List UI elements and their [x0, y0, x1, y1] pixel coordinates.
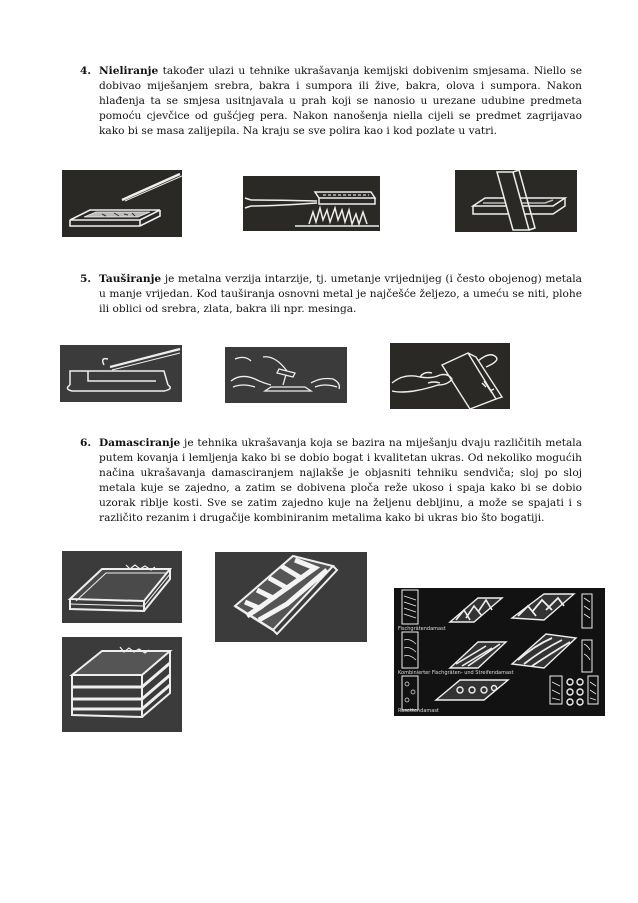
- section-term: Nieliranje: [99, 65, 159, 77]
- section-number: 4.: [80, 65, 92, 77]
- niello-figure-heating: [243, 176, 380, 231]
- niello-figure-polishing: [455, 170, 577, 232]
- niello-figure-powder-tube: [62, 170, 182, 237]
- section-damasciranje: [80, 436, 582, 527]
- caption-rosette-damask: Rosettendamast: [398, 708, 439, 714]
- section-paragraph: [99, 436, 582, 527]
- section-term: Damasciranje: [99, 437, 181, 449]
- damask-figure-herringbone: [215, 552, 367, 642]
- section-paragraph: [99, 272, 582, 317]
- damask-figure-patterns: [394, 588, 605, 716]
- tausiranje-figure-inlay: [390, 343, 510, 409]
- caption-fishbone-damask: Fischgrätendamast: [398, 626, 446, 632]
- caption-combined-damask: Kombinierter Fischgräten- und Streifendamast: [398, 670, 514, 676]
- tausiranje-figure-chisel: [60, 345, 182, 402]
- section-term: Tauširanje: [99, 273, 162, 285]
- damask-figure-slab: [62, 551, 182, 623]
- section-text: je metalna verzija intarzije, tj. umetanje vrijednijeg (i često obojenog) metala u manje vrijedan. Kod tauširanja osnovni metal je najčešće željezo, a umeću se niti, plohe ili oblici od srebra, zlata, bakra ili npr. mesinga.: [99, 273, 582, 316]
- section-number: 5.: [80, 273, 92, 285]
- section-text: je tehnika ukrašavanja koja se bazira na miješanju dvaju različitih metala putem kovanja i lemljenja kako bi se dobio bogat i kvalitetan ukras. Od nekoliko mogućih načina ukrašavanja damasciranjem najlakše je objasniti tehniku sendviča; sloj po sloj metala kuje se zajedno, a zatim se dobivena ploča reže ukoso i spaja kako bi se dobio uzorak riblje kosti. Sve se zatim zajedno kuje na željenu debljinu, a može se spajati i s različito rezanim i drugačije kombiniranim metalima kako bi ukras bio što bogatiji.: [99, 437, 582, 525]
- section-paragraph: [99, 64, 582, 139]
- section-tausiranje: [80, 272, 582, 317]
- section-text: također ulazi u tehnike ukrašavanja kemijski dobivenim smjesama. Niello se dobivao miješanjem srebra, bakra i sumpora ili žive, bakra, olova i sumpora. Nakon hlađenja ta se smjesa usitnjavala u prah koji se nanosio u urezane udubine predmeta pomoću cjevčice od gušćjeg pera. Nakon nanošenja niella cijeli se predmet zagrijavao kako bi se masa zalijepila. Na kraju se sve polira kao i kod pozlate u vatri.: [99, 65, 582, 138]
- section-number: 6.: [80, 437, 92, 449]
- tausiranje-figure-hammer: [225, 347, 347, 403]
- damask-figure-sandwich: [62, 637, 182, 732]
- section-nieliranje: [80, 64, 582, 139]
